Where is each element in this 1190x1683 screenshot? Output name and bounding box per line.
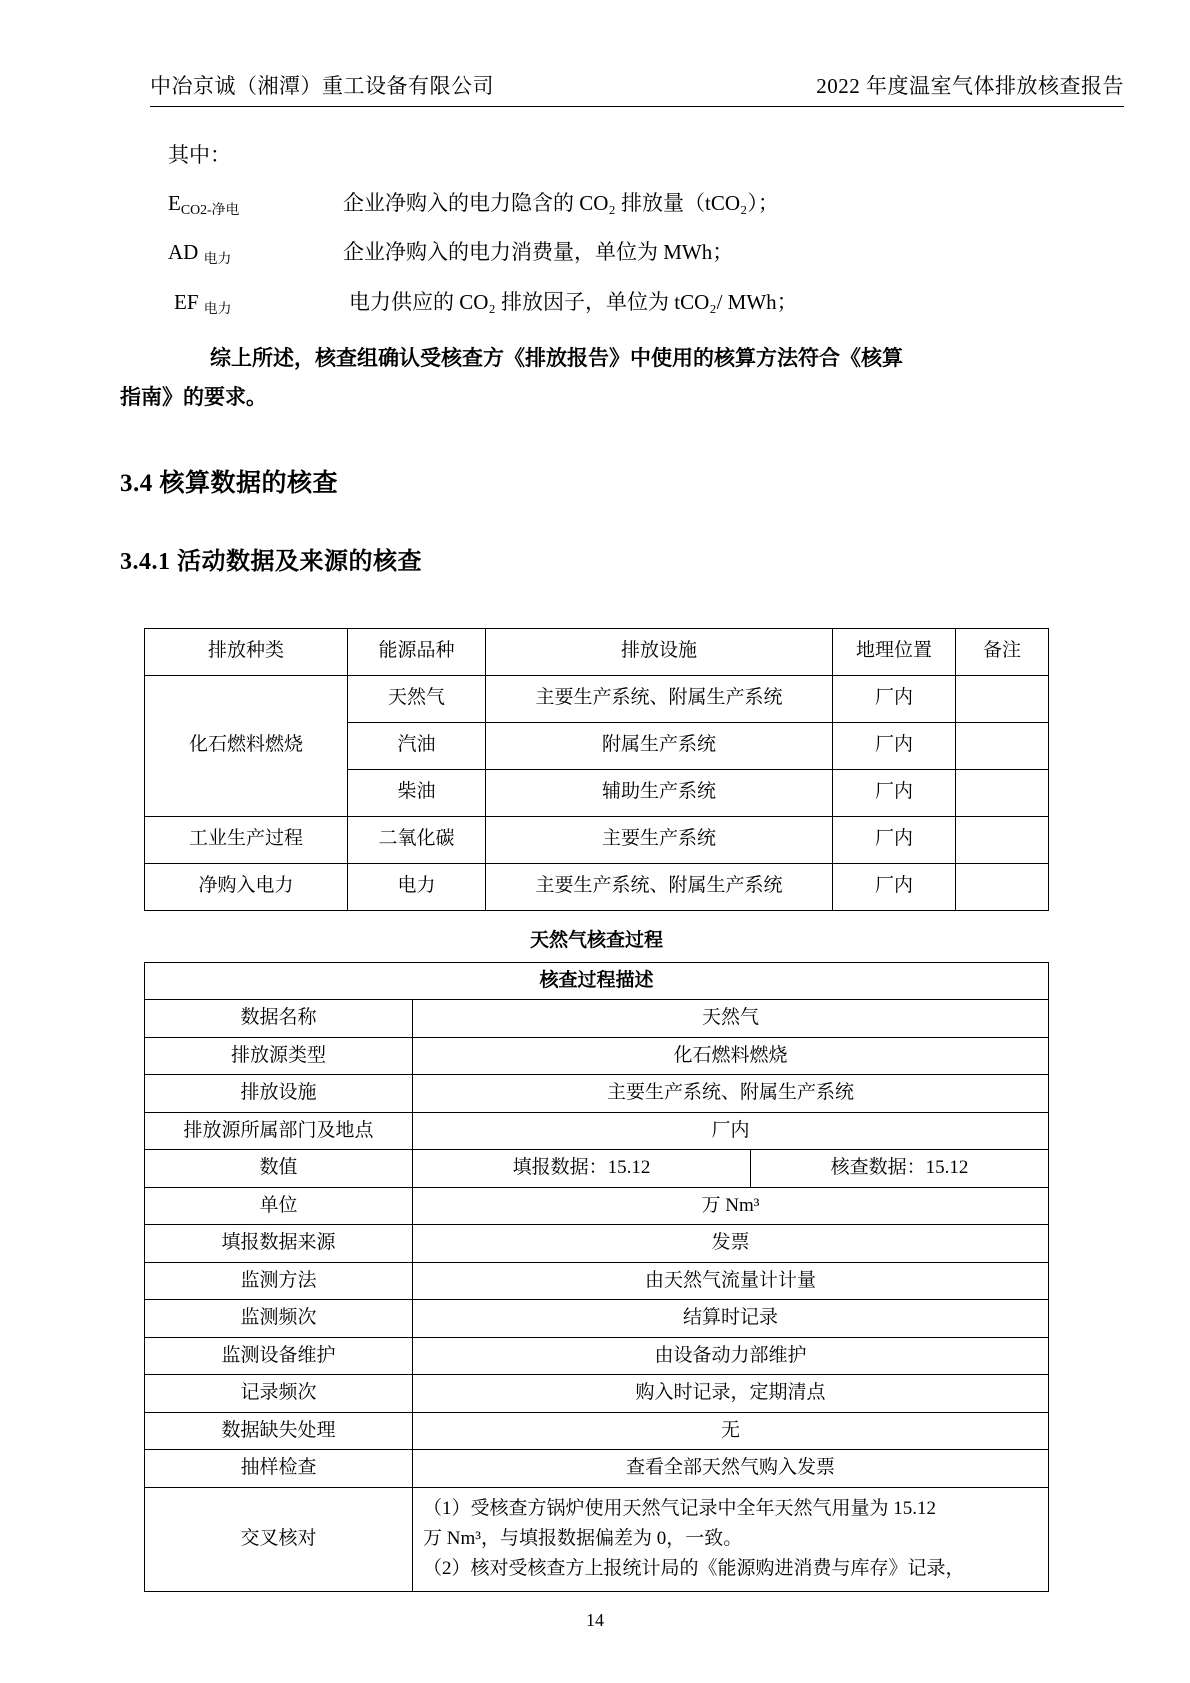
section-heading-3-4: 3.4 核算数据的核查	[120, 469, 339, 497]
cell-facility: 主要生产系统、附属生产系统	[486, 863, 833, 910]
col-header-location: 地理位置	[833, 628, 956, 675]
cell-facility: 附属生产系统	[486, 722, 833, 769]
conclusion-line-1: 综上所述，核查组确认受核查方《排放报告》中使用的核算方法符合《核算	[210, 345, 903, 370]
header-company: 中冶京诚（湘潭）重工设备有限公司	[150, 74, 494, 98]
col-header-remark: 备注	[956, 628, 1049, 675]
cross-check-line: 万 Nm³，与填报数据偏差为 0，一致。	[423, 1527, 743, 1549]
cell-remark	[956, 816, 1049, 863]
verification-table-caption: 天然气核查过程	[529, 929, 663, 951]
definition-row-ad	[168, 235, 1072, 271]
cell-remark	[956, 769, 1049, 816]
row-value: 由设备动力部维护	[413, 1337, 1049, 1375]
cell-category: 工业生产过程	[145, 816, 348, 863]
row-label: 监测方法	[145, 1262, 413, 1300]
definition-text: 企业净购入的电力消费量，单位为 MWh；	[343, 240, 734, 265]
emission-sources-table	[144, 628, 1049, 911]
verification-table-title: 核查过程描述	[145, 962, 1049, 1000]
cross-check-line: （2）核对受核查方上报统计局的《能源购进消费与库存》记录，	[423, 1558, 965, 1580]
row-value: 查看全部天然气购入发票	[413, 1450, 1049, 1488]
table-row	[145, 1075, 1049, 1113]
row-label: 抽样检查	[145, 1450, 413, 1488]
row-label: 排放源所属部门及地点	[145, 1112, 413, 1150]
row-label: 数据缺失处理	[145, 1412, 413, 1450]
table-row	[145, 1375, 1049, 1413]
definition-symbol-sub: 电力	[203, 251, 232, 267]
table-row	[145, 1037, 1049, 1075]
cross-check-line: （1）受核查方锅炉使用天然气记录中全年天然气用量为 15.12	[423, 1497, 937, 1519]
row-label: 数据名称	[145, 1000, 413, 1038]
cell-category: 化石燃料燃烧	[145, 675, 348, 816]
table-row	[145, 1337, 1049, 1375]
col-header-fuel: 能源品种	[348, 628, 486, 675]
definition-symbol: EF 电力	[174, 290, 232, 317]
definition-symbol: ECO2-净电	[168, 190, 240, 217]
cell-location: 厂内	[833, 722, 956, 769]
cell-location: 厂内	[833, 816, 956, 863]
cell-fuel: 汽油	[348, 722, 486, 769]
cell-fuel: 二氧化碳	[348, 816, 486, 863]
definition-symbol-sub: 电力	[203, 301, 232, 317]
col-header-category: 排放种类	[145, 628, 348, 675]
row-value: 无	[413, 1412, 1049, 1450]
cell-remark	[956, 722, 1049, 769]
row-value: 主要生产系统、附属生产系统	[413, 1075, 1049, 1113]
definition-symbol: AD 电力	[168, 240, 232, 267]
row-value: 发票	[413, 1225, 1049, 1263]
table-row	[145, 863, 1049, 910]
row-value: 化石燃料燃烧	[413, 1037, 1049, 1075]
definition-symbol-sub: CO2-净电	[180, 201, 240, 217]
verification-table-wrap	[144, 962, 1049, 1592]
row-label: 单位	[145, 1187, 413, 1225]
header-doc-title: 2022 年度温室气体排放核查报告	[816, 74, 1124, 98]
table-row	[145, 1300, 1049, 1338]
row-value: 结算时记录	[413, 1300, 1049, 1338]
row-label: 填报数据来源	[145, 1225, 413, 1263]
table-header-row	[145, 628, 1049, 675]
row-label: 监测设备维护	[145, 1337, 413, 1375]
table-row	[145, 1450, 1049, 1488]
cell-location: 厂内	[833, 863, 956, 910]
definition-text: 企业净购入的电力隐含的 CO₂ 排放量（tCO₂）；	[343, 190, 779, 215]
row-value: 由天然气流量计计量	[413, 1262, 1049, 1300]
cell-fuel: 天然气	[348, 675, 486, 722]
table-row	[145, 1412, 1049, 1450]
table-row	[145, 1187, 1049, 1225]
page-number: 14	[586, 1610, 604, 1630]
table-title-row	[145, 962, 1049, 1000]
definition-row-eco2	[168, 186, 1072, 222]
cell-facility: 主要生产系统	[486, 816, 833, 863]
emission-sources-table-wrap	[144, 628, 1049, 911]
row-value: 万 Nm³	[413, 1187, 1049, 1225]
cross-check-content	[413, 1487, 1049, 1591]
row-label: 数值	[145, 1150, 413, 1188]
row-value-verified: 核查数据：15.12	[751, 1150, 1049, 1188]
verification-process-table	[144, 962, 1049, 1592]
table-row	[145, 1112, 1049, 1150]
table-row	[145, 816, 1049, 863]
row-value: 天然气	[413, 1000, 1049, 1038]
cell-fuel: 电力	[348, 863, 486, 910]
definition-row-ef	[168, 285, 1072, 321]
row-label: 记录频次	[145, 1375, 413, 1413]
cell-facility: 主要生产系统、附属生产系统	[486, 675, 833, 722]
cell-category: 净购入电力	[145, 863, 348, 910]
table-row	[145, 1262, 1049, 1300]
definition-text: 电力供应的 CO₂ 排放因子，单位为 tCO₂/ MWh；	[349, 290, 798, 315]
cell-remark	[956, 863, 1049, 910]
conclusion-line-2: 指南》的要求。	[120, 384, 267, 409]
table-row-cross-check	[145, 1487, 1049, 1591]
page-header	[150, 70, 1124, 107]
row-label: 排放设施	[145, 1075, 413, 1113]
section-heading-3-4-1: 3.4.1 活动数据及来源的核查	[120, 548, 422, 575]
page-content	[120, 137, 1072, 1592]
where-label: 其中：	[168, 143, 231, 167]
cell-remark	[956, 675, 1049, 722]
table-row	[145, 1000, 1049, 1038]
row-value: 购入时记录，定期清点	[413, 1375, 1049, 1413]
row-label: 监测频次	[145, 1300, 413, 1338]
table-row-value-split	[145, 1150, 1049, 1188]
cell-facility: 辅助生产系统	[486, 769, 833, 816]
table-row	[145, 675, 1049, 722]
row-label: 排放源类型	[145, 1037, 413, 1075]
cell-location: 厂内	[833, 675, 956, 722]
table-row	[145, 1225, 1049, 1263]
row-value-reported: 填报数据：15.12	[413, 1150, 751, 1188]
col-header-facility: 排放设施	[486, 628, 833, 675]
cell-fuel: 柴油	[348, 769, 486, 816]
row-label: 交叉核对	[145, 1487, 413, 1591]
row-value: 厂内	[413, 1112, 1049, 1150]
cell-location: 厂内	[833, 769, 956, 816]
